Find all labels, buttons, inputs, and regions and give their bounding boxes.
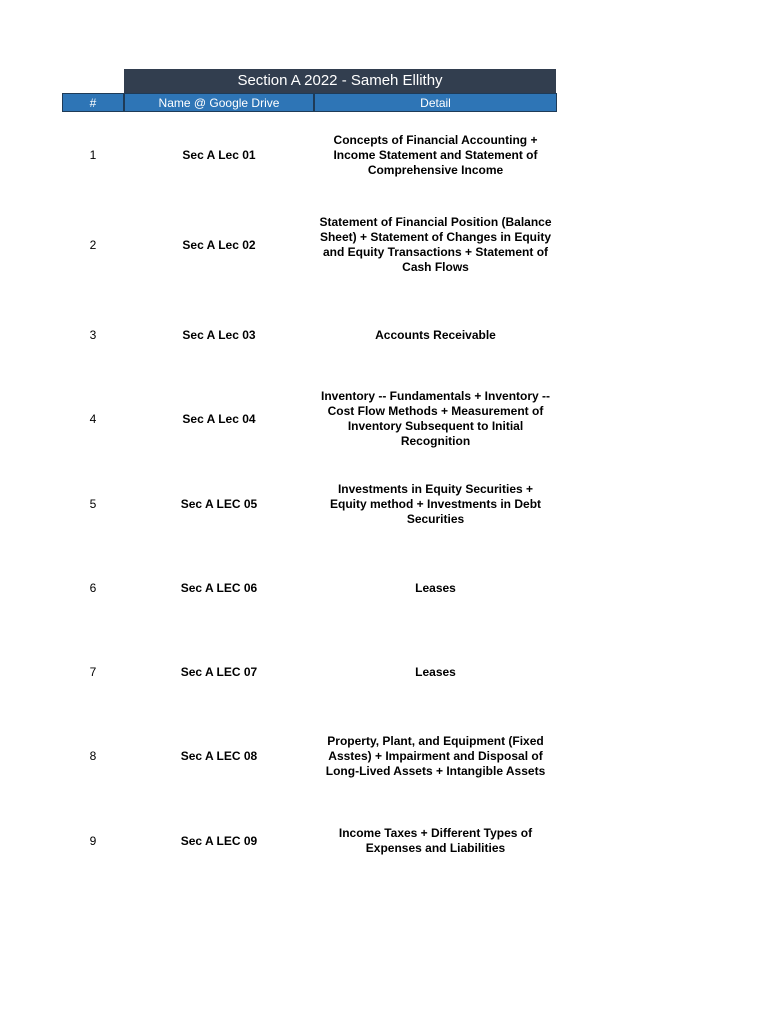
row-name: Sec A Lec 01 (182, 147, 256, 162)
table-row (62, 546, 557, 630)
row-number: 5 (89, 496, 97, 511)
table-row (62, 203, 557, 287)
header-detail: Detail (314, 93, 557, 112)
row-detail: Statement of Financial Position (Balance Sheet) + Statement of Changes in Equity and Equity Transactions + Statement of Cash Flows (319, 215, 552, 274)
sheet-title: Section A 2022 - Sameh Ellithy (124, 69, 556, 93)
row-detail: Leases (415, 664, 456, 679)
row-name: Sec A Lec 02 (182, 237, 256, 252)
row-number: 7 (89, 664, 97, 679)
row-number: 4 (89, 411, 97, 426)
table-row (62, 113, 557, 197)
row-number: 3 (89, 327, 97, 342)
row-detail: Inventory -- Fundamentals + Inventory -- Cost Flow Methods + Measurement of Inventory Subsequent to Initial Recognition (320, 389, 551, 448)
row-number: 8 (89, 748, 97, 763)
row-detail: Accounts Receivable (375, 327, 496, 342)
row-name: Sec A Lec 03 (182, 327, 256, 342)
row-name: Sec A LEC 09 (180, 833, 258, 848)
table-row (62, 714, 557, 798)
row-name: Sec A LEC 08 (180, 748, 258, 763)
row-name: Sec A LEC 05 (180, 496, 258, 511)
row-name: Sec A Lec 04 (182, 411, 256, 426)
table-row (62, 799, 557, 883)
row-detail: Leases (415, 580, 456, 595)
table-row (62, 462, 557, 546)
table-header (62, 93, 557, 113)
row-name: Sec A LEC 06 (180, 580, 258, 595)
row-detail: Concepts of Financial Accounting + Income Statement and Statement of Comprehensive Income (333, 132, 538, 177)
row-number: 1 (89, 147, 97, 162)
table-row (62, 293, 557, 377)
row-name: Sec A LEC 07 (180, 664, 258, 679)
table-row (62, 377, 557, 461)
table-row (62, 630, 557, 714)
header-name: Name @ Google Drive (124, 93, 314, 112)
header-number: # (62, 93, 124, 112)
row-number: 2 (89, 237, 97, 252)
row-number: 6 (89, 580, 97, 595)
row-detail: Investments in Equity Securities + Equity method + Investments in Debt Securities (329, 481, 542, 526)
row-detail: Property, Plant, and Equipment (Fixed Asstes) + Impairment and Disposal of Long-Lived Assets + Intangible Assets (325, 733, 546, 778)
row-number: 9 (89, 833, 97, 848)
row-detail: Income Taxes + Different Types of Expenses and Liabilities (338, 826, 533, 855)
